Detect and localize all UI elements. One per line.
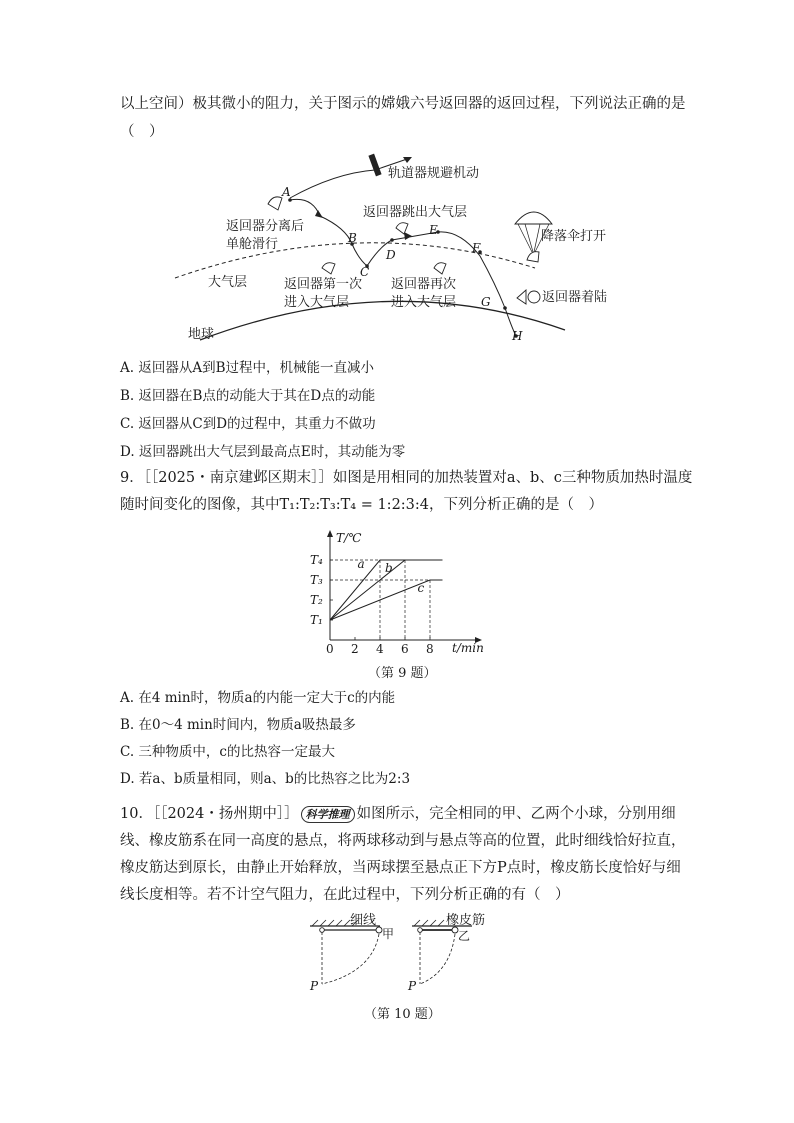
pendulum-figure: [300, 912, 500, 998]
orbiter-icon: [368, 154, 381, 177]
q10-line-4: 线长度相等。若不计空气阻力，在此过程中，下列分析正确的有（ ）: [120, 887, 570, 903]
orbiter-path: [290, 170, 375, 198]
label-landing: 返回器着陆: [542, 290, 608, 305]
capsule-icon: [396, 223, 408, 234]
q8-option-b: B. 返回器在B点的动能大于其在D点的动能: [120, 388, 376, 404]
label-rubber: 橡皮筋: [446, 913, 486, 928]
label-p-left: P: [310, 979, 319, 993]
q8-option-d: D. 返回器跳出大气层到最高点E时，其动能为零: [120, 444, 406, 460]
q10-prefix: 10．［［2024・扬州期中］］: [120, 806, 299, 822]
label-second-2: 进入大气层: [391, 295, 457, 310]
label-second-1: 返回器再次: [391, 277, 457, 292]
series-a-label: a: [357, 557, 365, 571]
capsule-icon: [322, 263, 335, 274]
label-p-right: P: [408, 979, 417, 993]
y-tick-label: T₂: [310, 593, 323, 607]
x-axis-label: t/min: [452, 641, 484, 655]
q8-option-c: C. 返回器从C到D的过程中，其重力不做功: [120, 416, 376, 432]
return-trajectory-figure: [160, 148, 608, 348]
x-tick-label: 8: [426, 642, 434, 656]
point-A: A: [282, 185, 291, 199]
science-reasoning-badge: 科学推理: [301, 806, 355, 823]
point-E: E: [429, 223, 438, 237]
point-F: F: [472, 241, 481, 255]
label-yi: 乙: [458, 929, 471, 943]
label-skip-out: 返回器跳出大气层: [363, 205, 468, 220]
parachute-icon: [515, 212, 552, 224]
point-C: C: [360, 265, 370, 279]
q9-option-a: A. 在4 min时，物质a的内能一定大于c的内能: [120, 690, 396, 706]
q9-caption: （第 9 题）: [368, 666, 437, 681]
label-first-1: 返回器第一次: [284, 277, 363, 292]
label-earth: 地球: [188, 327, 215, 342]
q10-line-3: 橡皮筋达到原长，由静止开始释放，当两球摆至悬点正下方P点时，橡皮筋长度恰好与细: [120, 860, 681, 876]
label-jia: 甲: [382, 927, 395, 941]
landed-capsule-icon: [517, 290, 526, 304]
x-tick-label: 6: [401, 642, 409, 656]
q9-option-b: B. 在0～4 min时间内，物质a吸热最多: [120, 717, 356, 733]
y-tick-label: T₄: [310, 553, 323, 567]
series-c-label: c: [417, 581, 425, 595]
temperature-time-chart: [300, 530, 500, 656]
y-tick-label: T₁: [310, 613, 323, 627]
q9-line-2: 随时间变化的图像，其中T₁:T₂:T₃:T₄ = 1:2:3:4，下列分析正确的是（ ）: [120, 497, 604, 513]
label-first-2: 进入大气层: [284, 295, 350, 310]
q9-option-d: D. 若a、b质量相同，则a、b的比热容之比为2:3: [120, 771, 411, 787]
q9-line-1: 9．［［2025・南京建邺区期末］］如图是用相同的加热装置对a、b、c三种物质加热时温度: [120, 470, 693, 486]
y-tick-label: T₃: [310, 573, 323, 587]
intro-line-2: （ ）: [120, 124, 164, 140]
trajectory-AC: [320, 216, 367, 266]
y-axis-label: T/℃: [336, 531, 362, 545]
x-tick-label: 0: [326, 642, 334, 656]
series-b-label: b: [385, 561, 393, 575]
capsule-icon: [268, 197, 282, 210]
point-G: G: [481, 295, 491, 309]
q10-line-1: [120, 804, 676, 824]
capsule-icon: [434, 263, 446, 274]
q9-option-c: C. 三种物质中，c的比热容一定最大: [120, 744, 335, 760]
label-parachute: 降落伞打开: [541, 229, 607, 244]
label-separate-2: 单舱滑行: [226, 237, 279, 252]
label-separate-1: 返回器分离后: [226, 219, 305, 234]
q10-line-1-rest: 如图所示，完全相同的甲、乙两个小球，分别用细: [356, 806, 676, 822]
point-D: D: [386, 248, 396, 262]
label-orbiter: 轨道器规避机动: [388, 166, 480, 181]
q10-caption: （第 10 题）: [364, 1007, 441, 1022]
point-H: H: [512, 329, 523, 343]
x-tick-label: 4: [376, 642, 384, 656]
label-atmosphere: 大气层: [208, 275, 248, 290]
q10-line-2: 线、橡皮筋系在同一高度的悬点，将两球移动到与悬点等高的位置，此时细线恰好拉直，: [120, 833, 686, 849]
q8-option-a: A. 返回器从A到B过程中，机械能一直减小: [120, 360, 375, 376]
label-string: 细线: [350, 913, 377, 928]
intro-line-1: 以上空间）极其微小的阻力，关于图示的嫦娥六号返回器的返回过程，下列说法正确的是: [120, 96, 686, 112]
point-B: B: [348, 231, 357, 245]
earth-surface: [200, 301, 565, 340]
x-tick-label: 2: [351, 642, 359, 656]
